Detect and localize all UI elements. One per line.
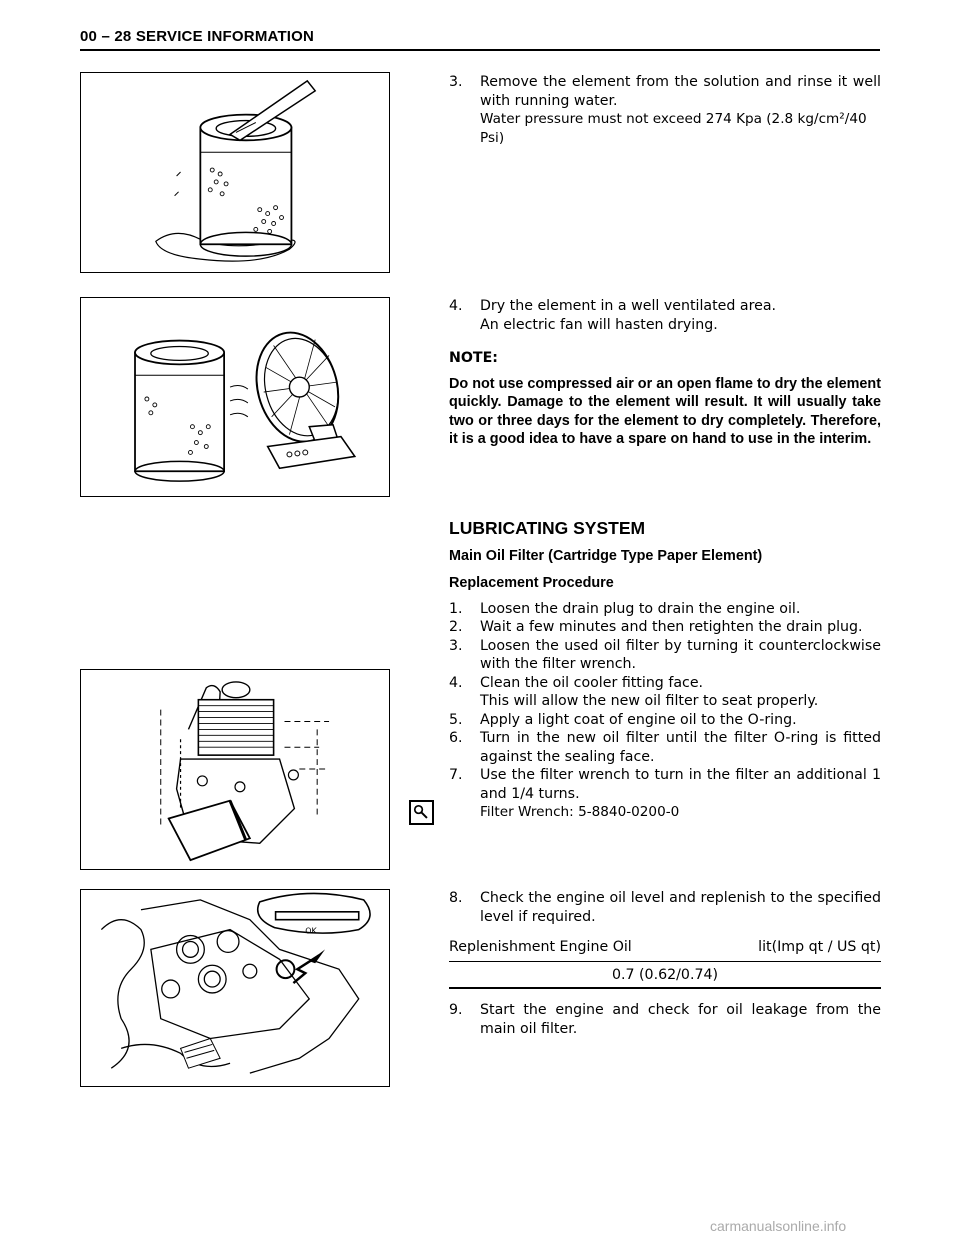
element-rinse-figure — [80, 72, 390, 273]
watermark: carmanualsonline.info — [710, 1218, 847, 1234]
header-rule — [80, 49, 880, 51]
oil-filter-illustration — [81, 670, 389, 869]
fan-drying-figure — [80, 297, 390, 497]
step-text: Check the engine oil level and replenish to the specified level if required. — [480, 890, 881, 925]
step-text: Remove the element from the solution and rinse it well with running water. — [480, 74, 881, 109]
replacement-steps — [449, 600, 881, 822]
oil-level-check-illustration — [81, 890, 389, 1086]
step-text: Start the engine and check for oil leakage from the main oil filter. — [480, 1002, 881, 1037]
step-text: Loosen the used oil filter by turning it counterclockwise with the filter wrench. — [480, 637, 881, 672]
procedure-step — [449, 729, 881, 766]
step-number: 3. — [449, 637, 463, 654]
note-heading: NOTE: — [449, 350, 498, 366]
special-tool-icon — [409, 800, 434, 825]
procedure-step — [449, 600, 881, 619]
step-number: 7. — [449, 767, 463, 783]
procedure-step — [449, 711, 881, 730]
procedure-step — [449, 618, 881, 637]
drying-step — [449, 297, 881, 316]
oil-level-block — [449, 889, 881, 1038]
oil-filter-figure — [80, 669, 390, 870]
water-pressure-note: Water pressure must not exceed 274 Kpa (2.8 kg/cm²/40 Psi) — [480, 111, 867, 146]
step-text: Dry the element in a well ventilated area. — [480, 298, 777, 314]
lubricating-section — [449, 519, 881, 822]
step-text: Turn in the new oil filter until the filter O-ring is fitted against the sealing face. — [480, 730, 881, 765]
step-number: 4. — [449, 674, 463, 691]
section-subtitle: Main Oil Filter (Cartridge Type Paper Element) — [449, 547, 763, 564]
step-subtext: This will allow the new oil filter to seat properly. — [480, 693, 819, 709]
drying-step-block — [449, 297, 881, 449]
step-text: Wait a few minutes and then retighten the drain plug. — [480, 619, 863, 635]
spec-rule-bottom — [449, 987, 881, 989]
page-header: 00 – 28 SERVICE INFORMATION — [80, 28, 315, 45]
note-body: Do not use compressed air or an open flame to dry the element quickly. Damage to the element will result. It will usually take two or three days for the element to dry completely. Therefore, it is a good idea to have a spare on hand to use in the interim. — [449, 375, 881, 447]
oil-level-check-figure — [80, 889, 390, 1087]
fan-hint: An electric fan will hasten drying. — [480, 316, 718, 333]
section-title: LUBRICATING SYSTEM — [449, 518, 646, 538]
step-number: 3. — [449, 74, 463, 90]
check-level-step — [449, 889, 881, 926]
step-number: 4. — [449, 298, 463, 314]
fan-drying-illustration — [81, 298, 389, 496]
step-text: Use the filter wrench to turn in the filter an additional 1 and 1/4 turns. — [480, 767, 881, 802]
spec-rule-top — [449, 961, 881, 962]
procedure-step — [449, 637, 881, 674]
step-number: 5. — [449, 711, 463, 728]
procedure-title: Replacement Procedure — [449, 575, 614, 591]
procedure-step — [449, 674, 881, 693]
spec-header-row — [449, 938, 881, 957]
procedure-step — [449, 766, 881, 803]
rinse-step-block — [449, 73, 881, 147]
step-number: 6. — [449, 730, 463, 746]
spec-label: Replenishment Engine Oil — [449, 939, 632, 955]
step-text: Apply a light coat of engine oil to the O-ring. — [480, 711, 797, 728]
step-text: Clean the oil cooler fitting face. — [480, 674, 704, 691]
leak-check-step — [449, 1001, 881, 1038]
dipstick-ok-mark: OK — [305, 926, 317, 936]
step-text: Loosen the drain plug to drain the engine oil. — [480, 600, 801, 617]
filter-wrench-part-number: Filter Wrench: 5-8840-0200-0 — [480, 804, 680, 820]
spec-value: 0.7 (0.62/0.74) — [611, 966, 719, 983]
rinse-step — [449, 73, 881, 110]
step-number: 8. — [449, 890, 463, 906]
step-number: 9. — [449, 1002, 463, 1018]
element-rinse-illustration — [81, 73, 389, 272]
step-number: 1. — [449, 600, 463, 617]
step-number: 2. — [449, 619, 463, 635]
spec-unit: lit(Imp qt / US qt) — [758, 939, 881, 955]
